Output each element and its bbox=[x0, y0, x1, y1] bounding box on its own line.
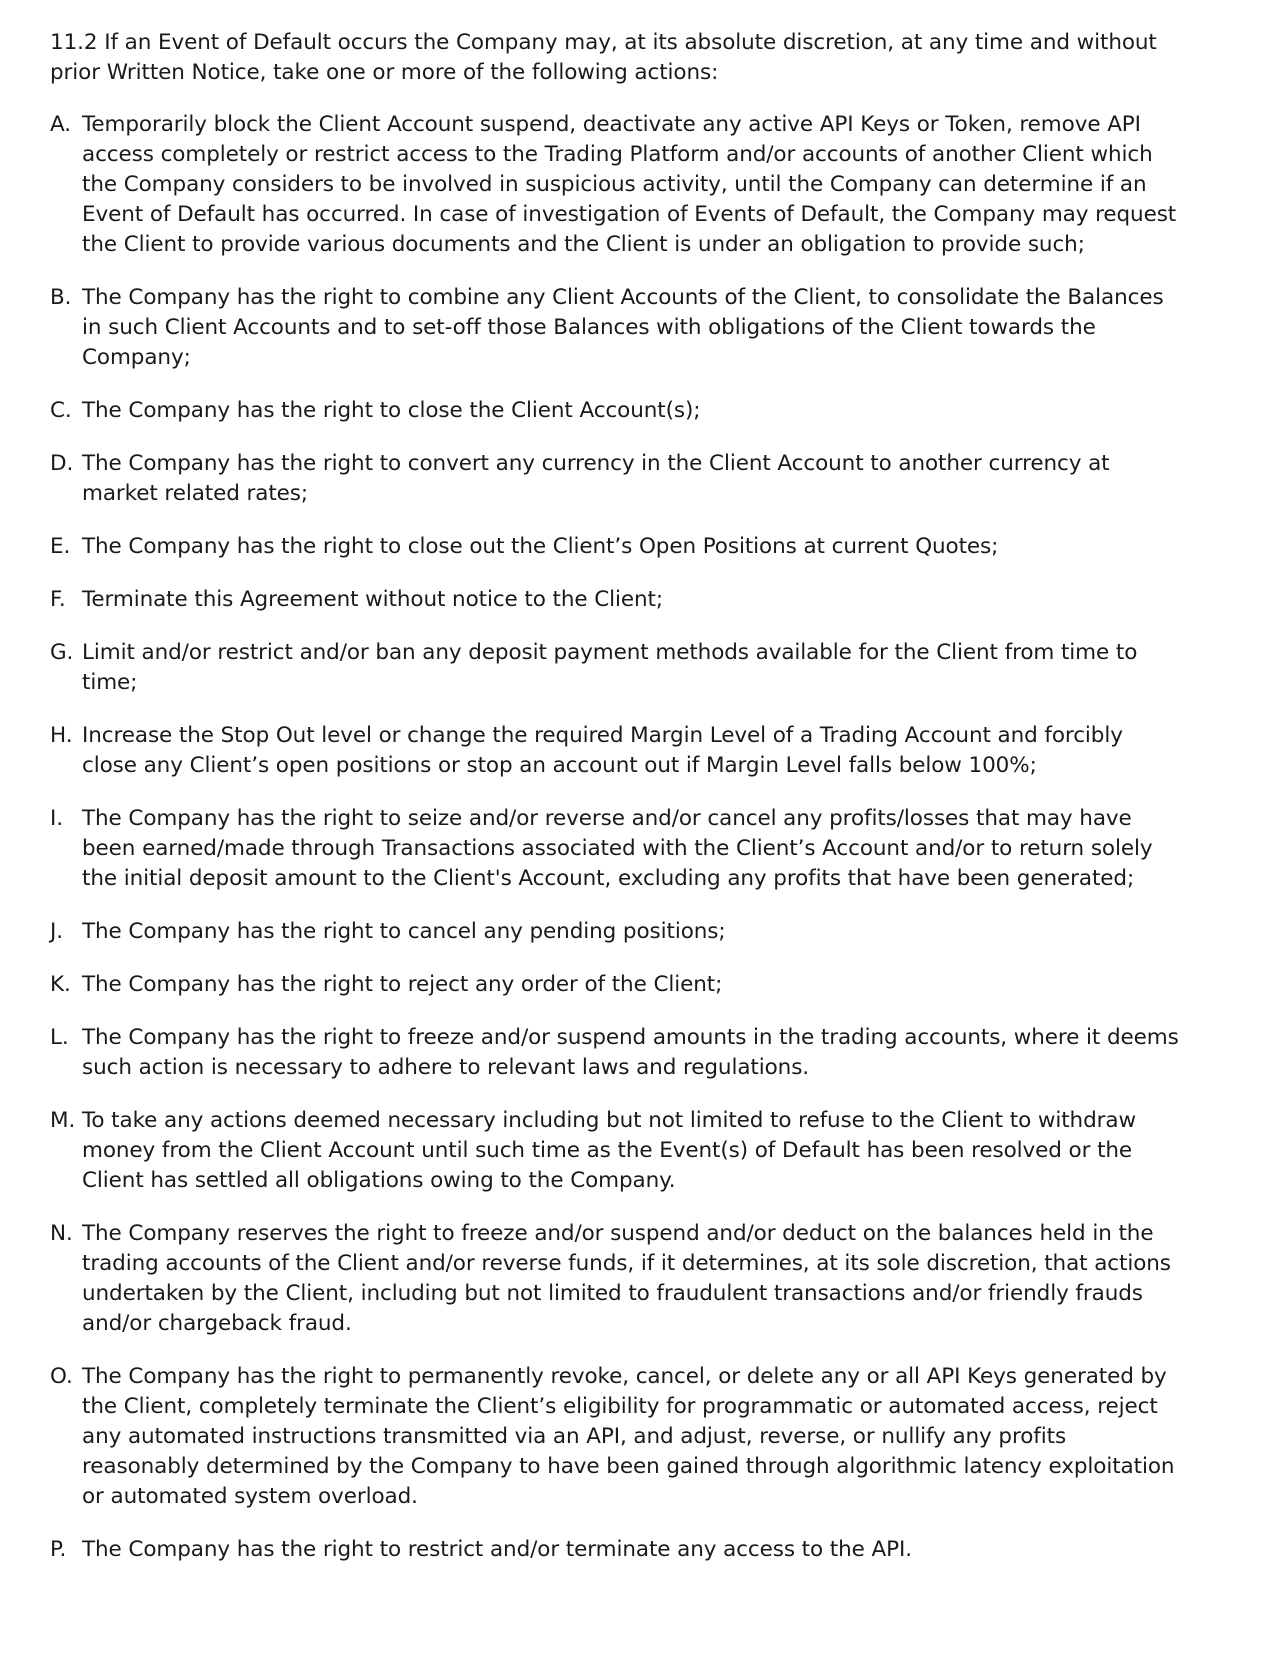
clause-text: The Company has the right to close the Client Account(s); bbox=[82, 398, 701, 423]
clause-item-f bbox=[50, 585, 1180, 615]
clause-item-j bbox=[50, 917, 1180, 947]
clause-item-o bbox=[50, 1362, 1180, 1512]
clause-item-d bbox=[50, 449, 1180, 509]
clause-text: The Company has the right to freeze and/or suspend amounts in the trading accounts, where it deems such action is necessary to adhere to relevant laws and regulations. bbox=[82, 1025, 1179, 1080]
clause-letter: N. bbox=[50, 1221, 73, 1246]
clause-letter: P. bbox=[50, 1537, 67, 1562]
clause-text: The Company has the right to convert any currency in the Client Account to another currency at market related rates; bbox=[82, 451, 1110, 506]
clause-letter: D. bbox=[50, 451, 74, 476]
clause-text: Terminate this Agreement without notice to the Client; bbox=[82, 587, 664, 612]
clause-text: Limit and/or restrict and/or ban any deposit payment methods available for the Client from time to time; bbox=[82, 640, 1138, 695]
clause-letter: M. bbox=[50, 1108, 76, 1133]
clause-letter: G. bbox=[50, 640, 74, 665]
clause-letter: O. bbox=[50, 1364, 73, 1389]
clause-item-k bbox=[50, 970, 1180, 1000]
clause-item-g bbox=[50, 638, 1180, 698]
clause-item-c bbox=[50, 396, 1180, 426]
clause-text: The Company has the right to restrict and/or terminate any access to the API. bbox=[82, 1537, 912, 1562]
clause-letter: J. bbox=[50, 919, 63, 944]
clause-text: The Company has the right to reject any order of the Client; bbox=[82, 972, 723, 997]
clause-item-p bbox=[50, 1535, 1180, 1565]
clause-text: The Company has the right to seize and/or reverse and/or cancel any profits/losses that may have been earned/made through Transactions associated with the Client’s Account and/or to return solely the initial deposit amount to the Client's Account, excluding any profits that have been generated; bbox=[82, 806, 1153, 891]
clause-text: The Company has the right to cancel any pending positions; bbox=[82, 919, 726, 944]
clause-text: The Company reserves the right to freeze and/or suspend and/or deduct on the balances held in the trading accounts of the Client and/or reverse funds, if it determines, at its sole discretion, that actions undertaken by the Client, including but not limited to fraudulent transactions and/or friendly frauds and/or chargeback fraud. bbox=[82, 1221, 1171, 1336]
clause-item-l bbox=[50, 1023, 1180, 1083]
document-page bbox=[50, 28, 1180, 1565]
clause-text: To take any actions deemed necessary including but not limited to refuse to the Client to withdraw money from the Client Account until such time as the Event(s) of Default has been resolved or the Client has settled all obligations owing to the Company. bbox=[82, 1108, 1136, 1193]
actions-list bbox=[50, 110, 1180, 1565]
clause-text: The Company has the right to permanently revoke, cancel, or delete any or all API Keys generated by the Client, completely terminate the Client’s eligibility for programmatic or automated access, reject any automated instructions transmitted via an API, and adjust, reverse, or nullify any profits reasonably determined by the Company to have been gained through algorithmic latency exploitation or automated system overload. bbox=[82, 1364, 1175, 1509]
clause-item-a bbox=[50, 110, 1180, 260]
clause-letter: K. bbox=[50, 972, 71, 997]
clause-letter: F. bbox=[50, 587, 66, 612]
clause-item-b bbox=[50, 283, 1180, 373]
clause-letter: C. bbox=[50, 398, 72, 423]
clause-letter: H. bbox=[50, 723, 73, 748]
clause-item-m bbox=[50, 1106, 1180, 1196]
clause-letter: E. bbox=[50, 534, 71, 559]
clause-item-n bbox=[50, 1219, 1180, 1339]
clause-letter: I. bbox=[50, 806, 63, 831]
clause-letter: A. bbox=[50, 112, 71, 137]
clause-item-h bbox=[50, 721, 1180, 781]
clause-item-e bbox=[50, 532, 1180, 562]
clause-text: Increase the Stop Out level or change the required Margin Level of a Trading Account and forcibly close any Client’s open positions or stop an account out if Margin Level falls below 100%; bbox=[82, 723, 1123, 778]
clause-text: Temporarily block the Client Account suspend, deactivate any active API Keys or Token, remove API access completely or restrict access to the Trading Platform and/or accounts of another Client which the Company considers to be involved in suspicious activity, until the Company can determine if an Event of Default has occurred. In case of investigation of Events of Default, the Company may request the Client to provide various documents and the Client is under an obligation to provide such; bbox=[82, 112, 1177, 257]
clause-text: The Company has the right to close out the Client’s Open Positions at current Quotes; bbox=[82, 534, 999, 559]
clause-item-i bbox=[50, 804, 1180, 894]
clause-letter: L. bbox=[50, 1025, 69, 1050]
clause-text: The Company has the right to combine any Client Accounts of the Client, to consolidate the Balances in such Client Accounts and to set-off those Balances with obligations of the Client towards the Company; bbox=[82, 285, 1164, 370]
clause-letter: B. bbox=[50, 285, 72, 310]
clause-11-2-intro: 11.2 If an Event of Default occurs the Company may, at its absolute discretion, at any time and without prior Written Notice, take one or more of the following actions: bbox=[50, 30, 1157, 85]
